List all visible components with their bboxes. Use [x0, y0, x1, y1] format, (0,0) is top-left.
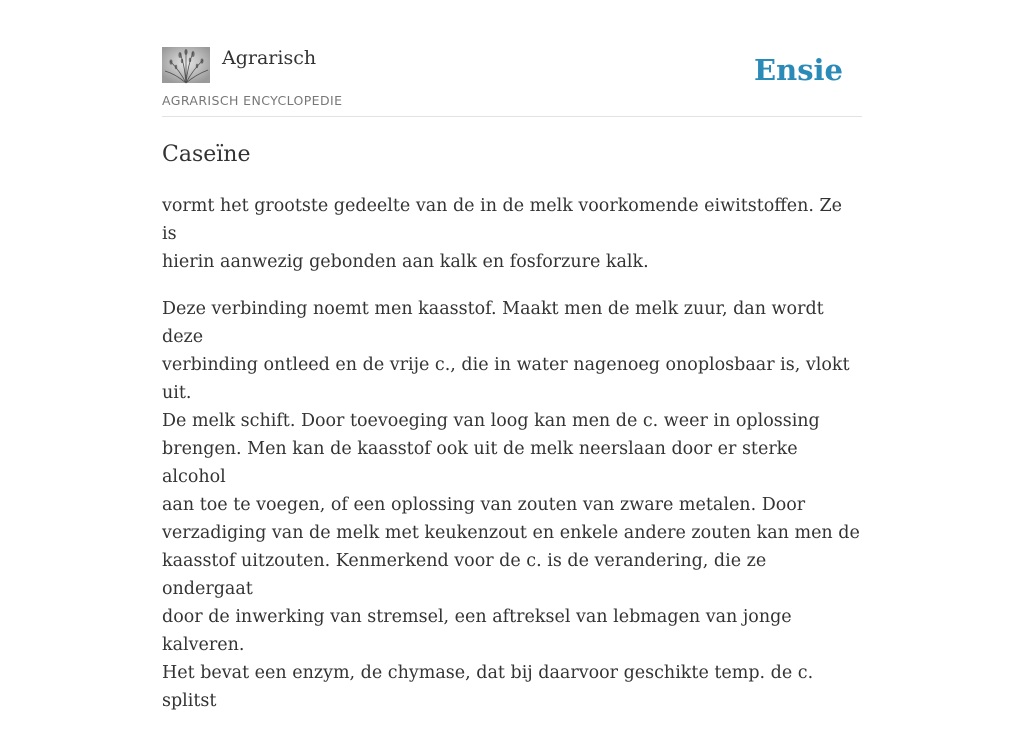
wheat-engraving-icon	[162, 47, 210, 83]
article-body	[162, 192, 862, 734]
article-paragraph: Deze verbinding noemt men kaasstof. Maakt men de melk zuur, dan wordt deze verbinding ontleed en de vrije c., die in water nagenoeg onoplosbaar is, vlokt uit. De melk schift. Door toevoeging van loog kan men de c. weer in oplossing brengen. Men kan de kaasstof ook uit de melk neerslaan door er sterke alcohol aan toe te voegen, of een oplossing van zouten van zware metalen. Door verzadiging van de melk met keukenzout en enkele andere zouten kan men de kaasstof uitzouten. Kenmerkend voor de c. is de verandering, die ze ondergaat door de inwerking van stremsel, een aftreksel van lebmagen van jonge kalveren. Het bevat een enzym, de chymase, dat bij daarvoor geschikte temp. de c. splitst	[162, 299, 860, 711]
source-subtitle: AGRARISCH ENCYCLOPEDIE	[162, 93, 343, 108]
source-avatar[interactable]	[162, 47, 210, 83]
brand-logo[interactable]: Ensie	[754, 53, 843, 87]
article-title: Caseïne	[162, 142, 251, 167]
article-paragraph: vormt het grootste gedeelte van de in de melk voorkomende eiwitstoffen. Ze is hierin aanwezig gebonden aan kalk en fosforzure kalk.	[162, 196, 842, 272]
source-name[interactable]: Agrarisch	[222, 47, 317, 69]
source-header	[162, 46, 862, 117]
